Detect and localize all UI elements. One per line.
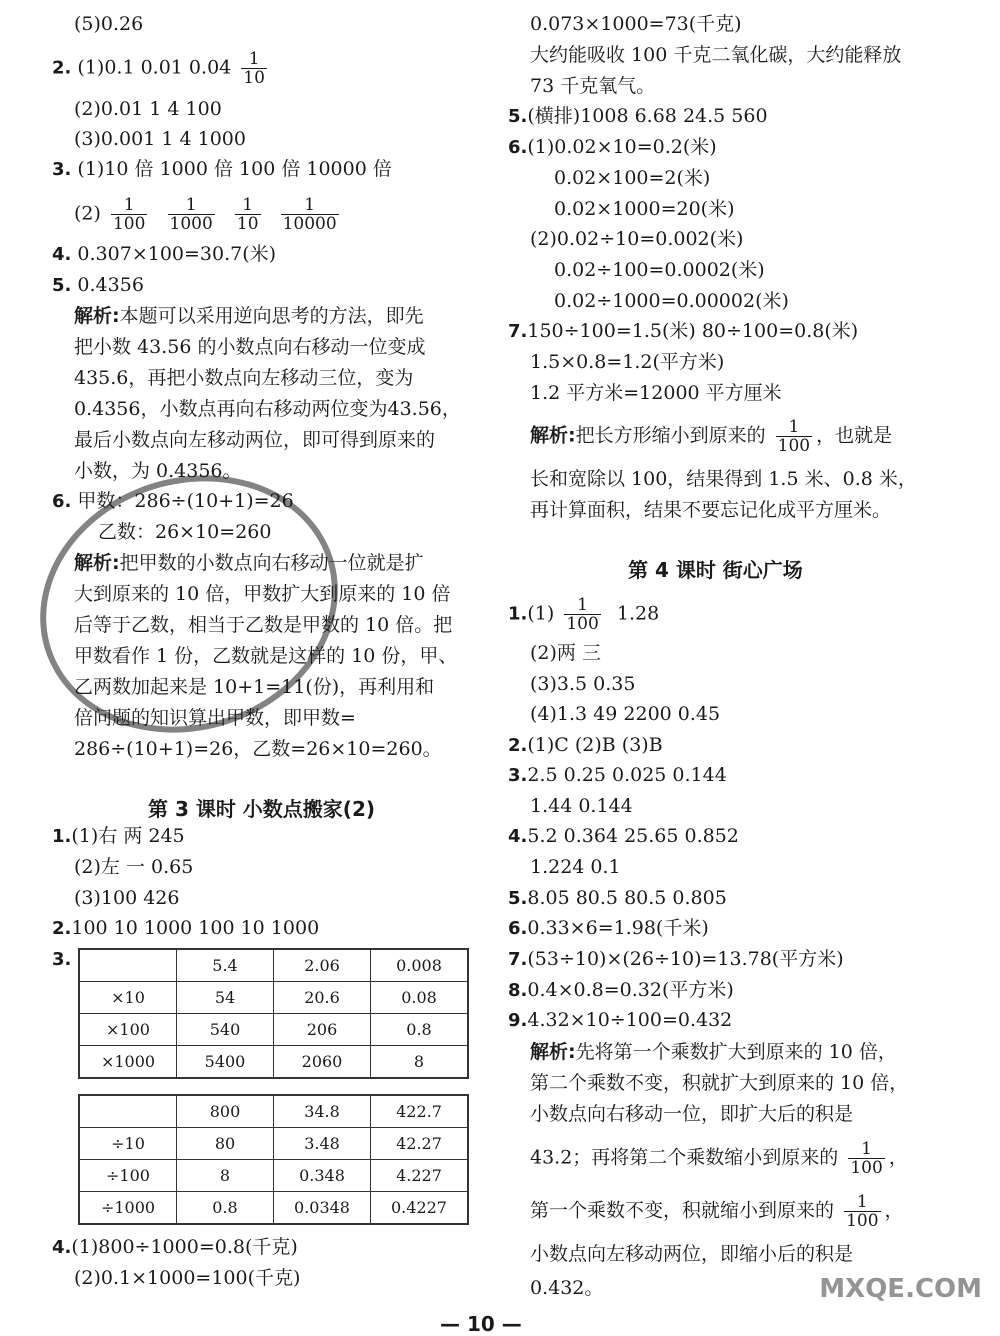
explanation-line: 再计算面积，结果不要忘记化成平方厘米。 [530,499,892,521]
answer-line: 7.150÷100=1.5(米) 80÷100=0.8(米) [508,320,859,342]
answer-line: 1.2 平方米=12000 平方厘米 [530,382,782,404]
explanation-line: 0.432。 [530,1277,604,1299]
explanation-line: 长和宽除以 100，结果得到 1.5 米、0.8 米， [530,468,917,490]
explanation-line: 小数点向左移动两位，即缩小后的积是 [530,1243,854,1265]
answer-line: (2)左 一 0.65 [74,856,194,878]
section-heading: 第 3 课时 小数点搬家(2) [148,797,376,821]
answer-line: 5. 0.4356 [52,274,144,296]
answer-line: 6.0.33×6=1.98(千米) [508,917,709,939]
answer-line: 7.(53÷10)×(26÷10)=13.78(平方米) [508,948,844,970]
answer-line: (4)1.3 49 2200 0.45 [530,703,721,725]
section-heading: 第 4 课时 街心广场 [628,558,803,582]
explanation-line: 乙两数加起来是 10+1=11(份)，再利用和 [74,676,435,698]
fraction: $\frac{1}{100}$ [777,417,811,456]
answer-line: (3)0.001 1 4 1000 [74,128,246,150]
answer-line: (2)0.01 1 4 100 [74,98,222,120]
answer-line: 73 千克氧气。 [530,75,656,97]
explanation-line: 解析:把甲数的小数点向右移动一位就是扩 [74,552,424,574]
fraction: $\frac{1}{10}$ [243,49,265,88]
answer-line: 8.0.4×0.8=0.32(平方米) [508,979,734,1001]
explanation-line: 最后小数点向左移动两位，即可得到原来的 [74,429,436,451]
answer-line: 0.02×100=2(米) [554,167,711,189]
fraction: $\frac{1}{10000}$ [282,195,337,234]
answer-line: 0.02÷1000=0.00002(米) [554,290,789,312]
answer-text: (1)10 倍 1000 倍 100 倍 10000 倍 [77,158,392,180]
answer-line: 4.(1)800÷1000=0.8(千克) [52,1236,298,1258]
explanation-line: 甲数看作 1 份，乙数就是这样的 10 份，甲、 [74,645,458,667]
explanation-label: 解析: [74,305,120,327]
answer-line: (3)100 426 [74,887,180,909]
division-table: 800 34.8 422.7 ÷10 80 3.48 42.27 ÷100 8 0.348 4.227 ÷1000 0.8 0.0348 0.4227 [78,1094,469,1225]
watermark: MXQE.COM [819,1274,982,1304]
explanation-line: 286÷(10+1)=26，乙数=26×10=260。 [74,738,442,760]
answer-line: (2)两 三 [530,642,601,664]
explanation-line: 大到原来的 10 倍，甲数扩大到原来的 10 倍 [74,583,451,605]
explanation-line: 43.2；再将第二个乘数缩小到原来的 $\frac{1}{100}$ ， [530,1139,908,1178]
question-number: 3. [52,159,72,180]
explanation-line: 第二个乘数不变，积就扩大到原来的 10 倍， [530,1072,909,1094]
answer-line: 1.(1) $\frac{1}{100}$ 1.28 [508,595,660,634]
answer-line: 5.(横排)1008 6.68 24.5 560 [508,105,768,127]
explanation-line: 倍问题的知识算出甲数，即甲数= [74,707,356,729]
answer-line: 0.073×1000=73(千克) [530,13,742,35]
fraction: $\frac{1}{100}$ [850,1139,883,1178]
answer-line: 3.2.5 0.25 0.025 0.144 [508,764,727,786]
fraction: $\frac{1}{100}$ [566,595,599,634]
answer-line: 1.224 0.1 [530,856,621,878]
answer-line: 0.02×1000=20(米) [554,198,735,220]
answer-line [52,155,392,184]
answer-line: (2)0.1×1000=100(千克) [74,1267,301,1289]
answer-line: (2) $\frac{1}{100}$ $\frac{1}{1000}$ $\frac{1}{10}$ $\frac{1}{10000}$ [74,195,337,234]
question-number: 2. [52,57,72,79]
answer-line: 4.5.2 0.364 25.65 0.852 [508,825,739,847]
fraction: $\frac{1}{100}$ [846,1192,879,1231]
answer-line: 9.4.32×10÷100=0.432 [508,1009,733,1031]
answer-line: (2)0.02÷10=0.002(米) [530,228,744,250]
explanation-line: 把小数 43.56 的小数点向右移动一位变成 [74,336,426,358]
answer-line: 6.(1)0.02×10=0.2(米) [508,136,717,158]
answer-line: (5)0.26 [74,13,144,35]
fraction: $\frac{1}{1000}$ [169,195,213,234]
explanation-line: 后等于乙数，相当于乙数是甲数的 10 倍。把 [74,614,453,636]
answer-line: 5.8.05 80.5 80.5 0.805 [508,887,727,909]
answer-line: 1.44 0.144 [530,795,633,817]
explanation-line: 第一个乘数不变，积就缩小到原来的 $\frac{1}{100}$ ， [530,1192,904,1231]
explanation-line: 解析:本题可以采用逆向思考的方法，即先 [74,305,424,327]
answer-line: 乙数：26×10=260 [98,521,272,543]
answer-line: 2.(1)C (2)B (3)B [508,734,663,756]
answer-line: 6. 甲数：286÷(10+1)=26 [52,490,294,512]
answer-line: 1.(1)右 两 245 [52,825,185,847]
answer-line: 2.100 10 1000 100 10 1000 [52,917,320,939]
explanation-line: 小数，为 0.4356。 [74,460,242,482]
explanation-line: 435.6，再把小数点向左移动三位，变为 [74,367,414,389]
answer-line: 3. [52,949,72,970]
explanation-line: 0.4356，小数点再向右移动两位变为43.56， [74,398,461,420]
explanation-line: 解析:把长方形缩小到原来的 $\frac{1}{100}$ ，也就是 [530,417,893,456]
answer-line: (3)3.5 0.35 [530,673,636,695]
explanation-line: 小数点向右移动一位，即扩大后的积是 [530,1103,854,1125]
multiplication-table: 5.4 2.06 0.008 ×10 54 20.6 0.08 ×100 540 206 0.8 ×1000 5400 2060 8 [78,948,469,1079]
page-number: — 10 — [440,1312,522,1336]
answer-line: 大约能吸收 100 千克二氧化碳，大约能释放 [530,44,902,66]
answer-line: 0.02÷100=0.0002(米) [554,259,765,281]
answer-line [52,50,271,87]
explanation-line: 解析:先将第一个乘数扩大到原来的 10 倍， [530,1041,897,1063]
fraction: $\frac{1}{10}$ [236,195,259,234]
fraction: $\frac{1}{100}$ [112,195,146,234]
answer-text: (1)0.1 0.01 0.04 [77,56,232,79]
answer-line: 1.5×0.8=1.2(平方米) [530,351,725,373]
answer-line: 4. 0.307×100=30.7(米) [52,243,277,265]
